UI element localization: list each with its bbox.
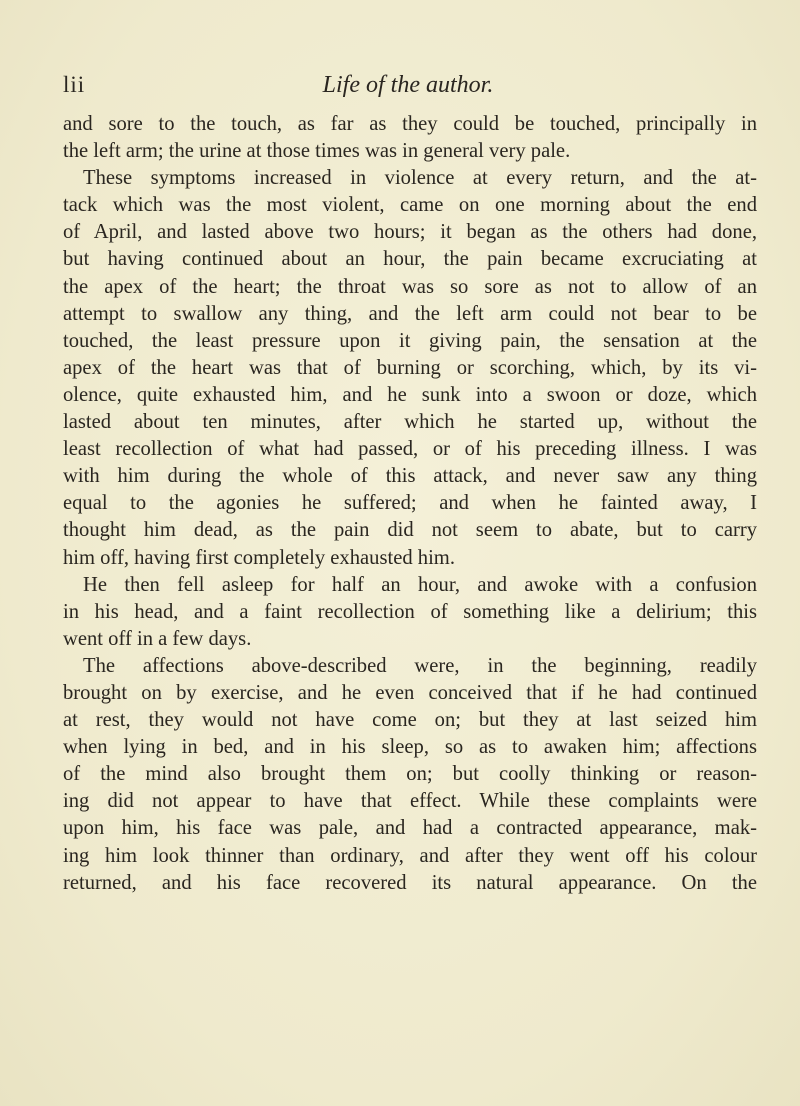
text-line: tack which was the most violent, came on one morning about the end [63, 194, 757, 217]
text-line: touched, the least pressure upon it giving pain, the sensation at the [63, 329, 757, 352]
text-line: but having continued about an hour, the pain became excruciating at [63, 248, 757, 271]
text-line: when lying in bed, and in his sleep, so as to awaken him; affections [63, 736, 757, 759]
text-line: equal to the agonies he suffered; and when he fainted away, I [63, 492, 757, 515]
text-line: olence, quite exhausted him, and he sunk into a swoon or doze, which [63, 383, 757, 406]
text-line: of April, and lasted above two hours; it began as the others had done, [63, 221, 757, 244]
text-line: lasted about ten minutes, after which he started up, without the [63, 411, 757, 434]
text-line: apex of the heart was that of burning or scorching, which, by its vi- [63, 356, 757, 379]
text-line: with him during the whole of this attack, and never saw any thing [63, 465, 757, 488]
text-line: the left arm; the urine at those times was in general very pale. [63, 140, 571, 163]
page-number: lii [63, 72, 86, 97]
text-line: thought him dead, as the pain did not seem to abate, but to carry [63, 519, 757, 542]
running-head: Life of the author. [322, 72, 494, 98]
text-line: These symptoms increased in violence at every return, and the at- [83, 167, 757, 190]
text-line: and sore to the touch, as far as they could be touched, principally in [63, 113, 757, 135]
text-line: the apex of the heart; the throat was so sore as not to allow of an [63, 275, 757, 298]
text-line: brought on by exercise, and he even conceived that if he had continued [63, 681, 757, 704]
text-line: him off, having first completely exhausted him. [63, 546, 455, 569]
page-header [63, 72, 753, 102]
text-line: upon him, his face was pale, and had a contracted appearance, mak- [63, 817, 757, 840]
text-line: attempt to swallow any thing, and the left arm could not bear to be [63, 302, 757, 325]
body-text [63, 111, 757, 897]
text-line: least recollection of what had passed, or of his preceding illness. I was [63, 438, 757, 461]
text-line: of the mind also brought them on; but coolly thinking or reason- [63, 763, 757, 786]
text-line: went off in a few days. [63, 627, 252, 650]
text-line: returned, and his face recovered its natural appearance. On the [63, 871, 757, 894]
text-line: He then fell asleep for half an hour, and awoke with a confusion [83, 573, 757, 596]
text-line: ing did not appear to have that effect. While these complaints were [63, 790, 757, 813]
text-line: The affections above-described were, in the beginning, readily [83, 654, 757, 677]
text-line: in his head, and a faint recollection of something like a delirium; this [63, 600, 757, 623]
text-line: at rest, they would not have come on; but they at last seized him [63, 709, 757, 732]
text-line: ing him look thinner than ordinary, and after they went off his colour [63, 844, 757, 867]
